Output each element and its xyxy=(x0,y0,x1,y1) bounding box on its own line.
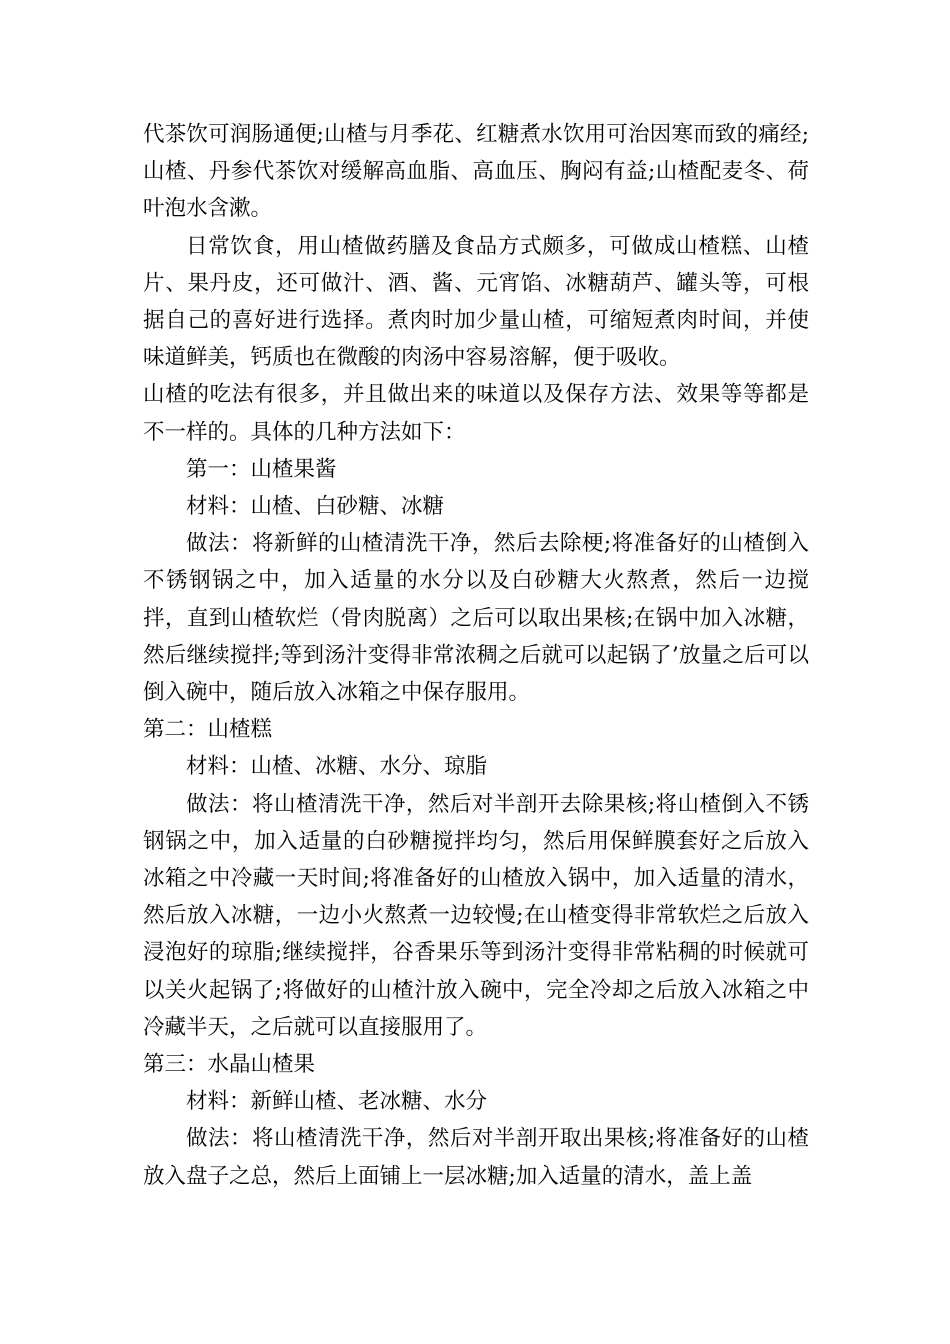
heading-method-3: 第三：水晶山楂果 xyxy=(143,1052,316,1078)
paragraph-daily-diet: 日常饮食，用山楂做药膳及食品方式颇多，可做成山楂糕、山楂片、果丹皮，还可做汁、酒、酱、元宵馅、冰糖葫芦、罐头等，可根据自己的喜好进行选择。煮肉时加少量山楂，可缩短煮肉时间，并使味道鲜美，钙质也在微酸的肉汤中容易溶解，便于吸收。 xyxy=(143,233,809,371)
steps-method-1: 做法：将新鲜的山楂清洗干净，然后去除梗;将准备好的山楂倒入不锈钢锅之中，加入适量的水分以及白砂糖大火熬煮，然后一边搅拌，直到山楂软烂（骨肉脱离）之后可以取出果核;在锅中加入冰糖，然后继续搅拌;等到汤汁变得非常浓稠之后就可以起锅了’放量之后可以倒入碗中，随后放入冰箱之中保存服用。 xyxy=(143,531,809,706)
document-page xyxy=(143,116,809,1195)
ingredients-method-1: 材料：山楂、白砂糖、冰糖 xyxy=(186,494,445,520)
paragraph-herbal-tea: 代茶饮可润肠通便;山楂与月季花、红糖煮水饮用可治因寒而致的痛经;山楂、丹参代茶饮对缓解高血脂、高血压、胸闷有益;山楂配麦冬、荷叶泡水含漱。 xyxy=(143,122,809,222)
steps-method-2: 做法：将山楂清洗干净，然后对半剖开去除果核;将山楂倒入不锈钢锅之中，加入适量的白砂糖搅拌均匀，然后用保鲜膜套好之后放入冰箱之中冷藏一天时间;将准备好的山楂放入锅中，加入适量的清水，然后放入冰糖，一边小火熬煮一边较慢;在山楂变得非常软烂之后放入浸泡好的琼脂;继续搅拌，谷香果乐等到汤汁变得非常粘稠的时候就可以关火起锅了;将做好的山楂汁放入碗中，完全冷却之后放入冰箱之中冷藏半天，之后就可以直接服用了。 xyxy=(143,791,809,1040)
heading-method-2: 第二：山楂糕 xyxy=(143,717,273,743)
paragraph-methods-intro: 山楂的吃法有很多，并且做出来的味道以及保存方法、效果等等都是不一样的。具体的几种方法如下： xyxy=(143,382,809,445)
steps-method-3: 做法：将山楂清洗干净，然后对半剖开取出果核;将准备好的山楂放入盘子之总，然后上面铺上一层冰糖;加入适量的清水，盖上盖 xyxy=(143,1126,809,1189)
ingredients-method-3: 材料：新鲜山楂、老冰糖、水分 xyxy=(186,1089,488,1115)
ingredients-method-2: 材料：山楂、冰糖、水分、琼脂 xyxy=(186,754,488,780)
heading-method-1: 第一：山楂果酱 xyxy=(186,456,337,482)
